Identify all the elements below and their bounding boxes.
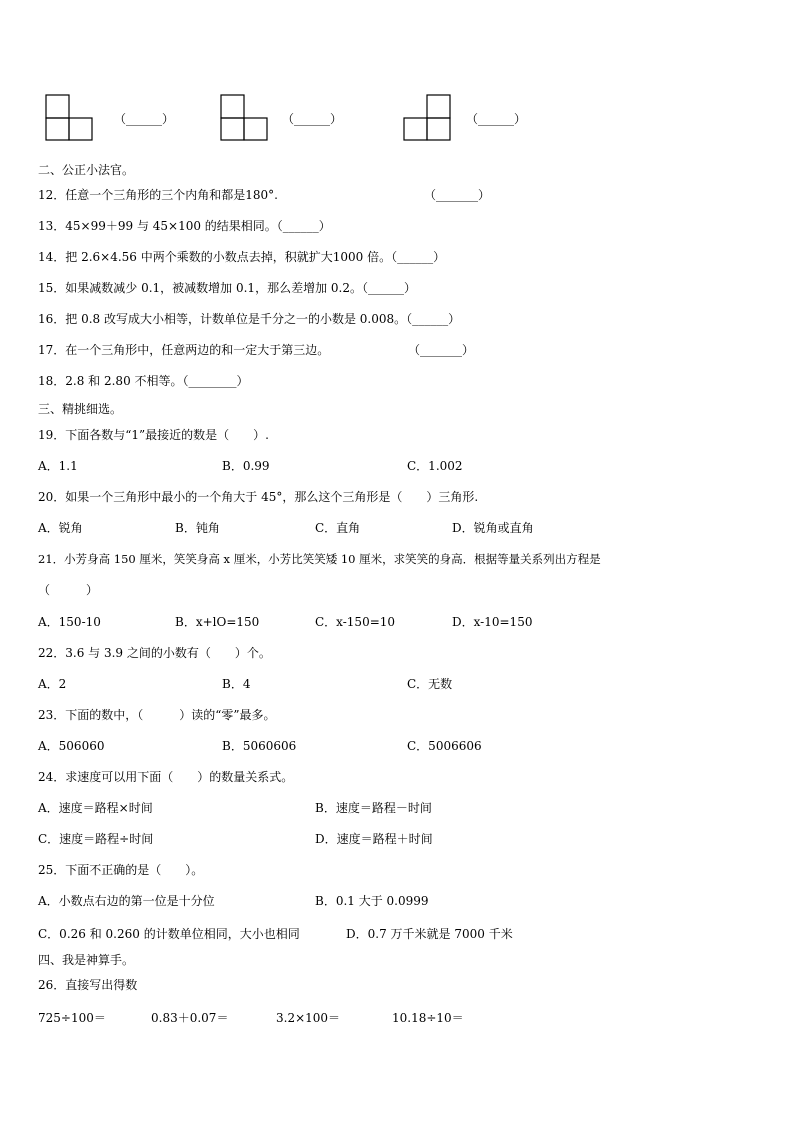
- squares-shape-3: [403, 92, 453, 142]
- question-15: 15．如果减数减少 0.1，被减数增加 0.1，那么差增加 0.2。（______）: [38, 281, 416, 295]
- question-21-options: [38, 614, 738, 630]
- question-21-blank[interactable]: （ ）: [38, 583, 99, 597]
- q21-option-b[interactable]: B．x+lO=150: [175, 615, 260, 629]
- calc-4[interactable]: 10.18÷10＝: [392, 1011, 464, 1025]
- question-20: 20．如果一个三角形中最小的一个角大于 45°，那么这个三角形是（ ）三角形.: [38, 490, 479, 504]
- q19-option-c[interactable]: C．1.002: [407, 459, 463, 473]
- squares-shape-2: [220, 92, 270, 142]
- block-figure-2: [220, 92, 270, 142]
- question-25-options-row-2: [38, 926, 738, 942]
- question-12: 12．任意一个三角形的三个内角和都是180°.: [38, 188, 278, 202]
- q23-option-a[interactable]: A．506060: [38, 739, 105, 753]
- question-26: 26．直接写出得数: [38, 978, 138, 992]
- q24-option-c[interactable]: C．速度＝路程÷时间: [38, 832, 154, 846]
- question-25: 25．下面不正确的是（ ）。: [38, 863, 204, 877]
- q21-option-d[interactable]: D．x-10=150: [452, 615, 533, 629]
- section-4-heading: 四、我是神算手。: [38, 953, 135, 967]
- q20-option-d[interactable]: D．锐角或直角: [452, 521, 534, 535]
- q23-option-b[interactable]: B．5060606: [222, 739, 297, 753]
- question-24-options-row-1: [38, 800, 738, 816]
- q24-option-d[interactable]: D．速度＝路程＋时间: [315, 832, 433, 846]
- question-22: 22．3.6 与 3.9 之间的小数有（ ）个。: [38, 646, 271, 660]
- q25-option-a[interactable]: A．小数点右边的第一位是十分位: [38, 894, 215, 908]
- calc-1[interactable]: 725÷100＝: [38, 1011, 106, 1025]
- figure-2-blank[interactable]: （______）: [282, 112, 343, 126]
- question-17: 17．在一个三角形中，任意两边的和一定大于第三边。: [38, 343, 330, 357]
- q20-option-c[interactable]: C．直角: [315, 521, 361, 535]
- q25-option-c[interactable]: C．0.26 和 0.260 的计数单位相同，大小也相同: [38, 927, 300, 941]
- section-2-heading: 二、公正小法官。: [38, 163, 135, 177]
- figure-1-blank[interactable]: （______）: [114, 112, 175, 126]
- calc-2[interactable]: 0.83＋0.07＝: [151, 1011, 229, 1025]
- q21-option-c[interactable]: C．x-150=10: [315, 615, 396, 629]
- question-24: 24．求速度可以用下面（ ）的数量关系式。: [38, 770, 294, 784]
- question-24-options-row-2: [38, 831, 738, 847]
- question-13: 13．45×99＋99 与 45×100 的结果相同。（______）: [38, 219, 331, 233]
- block-figure-3: [403, 92, 453, 142]
- question-18: 18．2.8 和 2.80 不相等。（________）: [38, 374, 249, 388]
- figure-3-blank[interactable]: （______）: [466, 112, 527, 126]
- q24-option-b[interactable]: B．速度＝路程－时间: [315, 801, 432, 815]
- question-12-blank[interactable]: （_______）: [424, 188, 491, 202]
- question-19-options: [38, 458, 738, 474]
- q25-option-d[interactable]: D．0.7 万千米就是 7000 千米: [346, 927, 513, 941]
- q24-option-a[interactable]: A．速度＝路程×时间: [38, 801, 153, 815]
- question-20-options: [38, 520, 738, 536]
- q19-option-a[interactable]: A．1.1: [38, 459, 78, 473]
- q20-option-a[interactable]: A．锐角: [38, 521, 83, 535]
- q25-option-b[interactable]: B．0.1 大于 0.0999: [315, 894, 429, 908]
- q22-option-c[interactable]: C．无数: [407, 677, 453, 691]
- question-26-calculations: [38, 1010, 738, 1026]
- q23-option-c[interactable]: C．5006606: [407, 739, 482, 753]
- question-21: 21．小芳身高 150 厘米，笑笑身高 x 厘米，小芳比笑笑矮 10 厘米，求笑笑的身高．根据等量关系列出方程是: [38, 552, 601, 566]
- squares-shape-1: [45, 92, 95, 142]
- block-figure-1: [45, 92, 95, 142]
- calc-3[interactable]: 3.2×100＝: [276, 1011, 341, 1025]
- section-3-heading: 三、精挑细选。: [38, 402, 123, 416]
- q21-option-a[interactable]: A．150-10: [38, 615, 101, 629]
- q20-option-b[interactable]: B．钝角: [175, 521, 220, 535]
- question-14: 14．把 2.6×4.56 中两个乘数的小数点去掉，积就扩大1000 倍。（______）: [38, 250, 446, 264]
- question-19: 19．下面各数与“1”最接近的数是（ ）.: [38, 428, 269, 442]
- question-16: 16．把 0.8 改写成大小相等，计数单位是千分之一的小数是 0.008。（______）: [38, 312, 461, 326]
- question-25-options-row-1: [38, 893, 738, 909]
- figure-row: [0, 92, 794, 142]
- q19-option-b[interactable]: B．0.99: [222, 459, 270, 473]
- question-22-options: [38, 676, 738, 692]
- question-23-options: [38, 738, 738, 754]
- q22-option-a[interactable]: A．2: [38, 677, 67, 691]
- question-17-blank[interactable]: （_______）: [408, 343, 475, 357]
- q22-option-b[interactable]: B．4: [222, 677, 251, 691]
- question-23: 23．下面的数中，（ ）读的“零”最多。: [38, 708, 276, 722]
